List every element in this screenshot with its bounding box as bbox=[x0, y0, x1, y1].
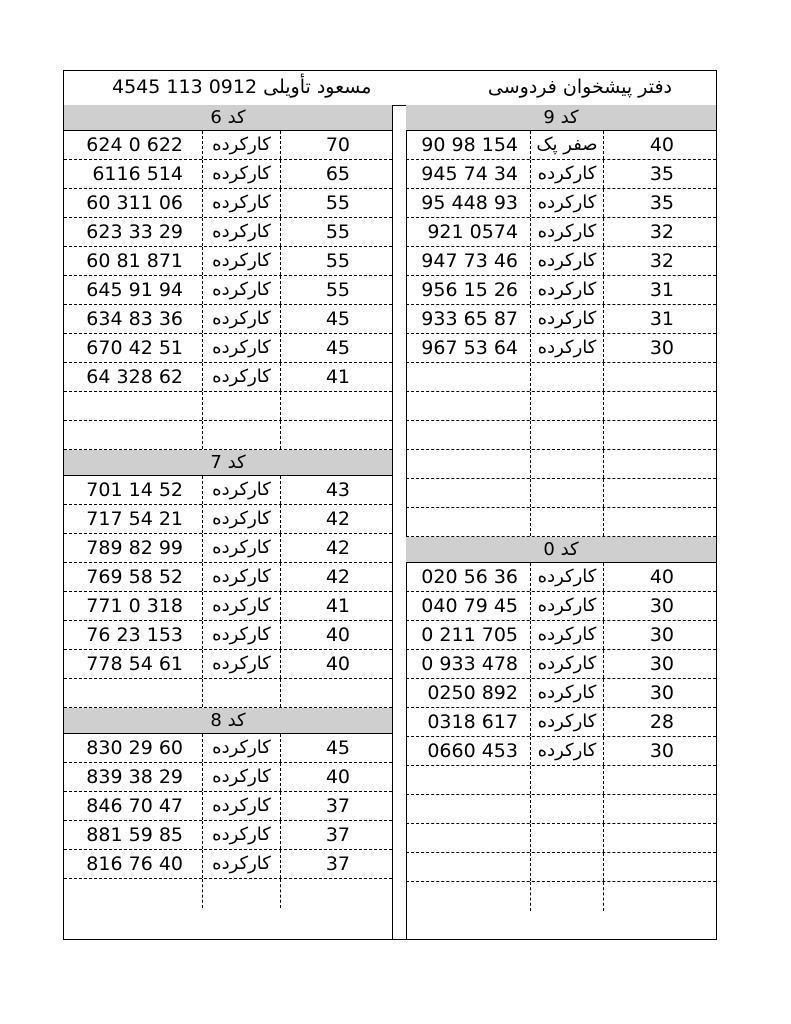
table-row bbox=[64, 763, 392, 792]
table-row bbox=[406, 305, 716, 334]
phone-number: 956 15 26 bbox=[406, 276, 531, 304]
phone-number: 95 448 93 bbox=[406, 189, 531, 217]
price: 40 bbox=[649, 133, 674, 156]
price: 40 bbox=[649, 565, 674, 588]
sim-status: کارکرده bbox=[203, 247, 281, 275]
phone-number: 947 73 46 bbox=[406, 247, 531, 275]
right-column bbox=[406, 105, 716, 911]
price: 41 bbox=[325, 365, 350, 388]
table-row bbox=[406, 218, 716, 247]
sim-status: کارکرده bbox=[203, 650, 281, 678]
section-title: کد 0 bbox=[406, 537, 716, 563]
sim-status bbox=[531, 479, 604, 507]
price: 40 bbox=[325, 652, 350, 675]
price: 30 bbox=[649, 652, 674, 675]
price bbox=[604, 853, 716, 881]
table-row bbox=[406, 679, 716, 708]
phone-number bbox=[406, 392, 531, 420]
price bbox=[281, 392, 392, 420]
price: 41 bbox=[325, 594, 350, 617]
sim-status: کارکرده bbox=[531, 160, 604, 188]
column-divider-left bbox=[392, 105, 393, 939]
price: 37 bbox=[325, 794, 350, 817]
section-title: کد 6 bbox=[64, 105, 392, 131]
price: 45 bbox=[325, 336, 350, 359]
table-row bbox=[406, 450, 716, 479]
price: 30 bbox=[649, 681, 674, 704]
price: 40 bbox=[325, 765, 350, 788]
sim-status: کارکرده bbox=[203, 334, 281, 362]
price: 35 bbox=[649, 162, 674, 185]
phone-number bbox=[406, 479, 531, 507]
table-row bbox=[406, 766, 716, 795]
sim-status bbox=[203, 421, 281, 449]
sim-status: کارکرده bbox=[203, 592, 281, 620]
table-row bbox=[64, 218, 392, 247]
table-row bbox=[406, 592, 716, 621]
phone-number: 769 58 52 bbox=[64, 563, 203, 591]
table-row bbox=[406, 421, 716, 450]
sim-status: کارکرده bbox=[531, 679, 604, 707]
phone-number: 0660 453 bbox=[406, 737, 531, 765]
phone-number: 0250 892 bbox=[406, 679, 531, 707]
phone-number: 0 933 478 bbox=[406, 650, 531, 678]
table-row bbox=[406, 650, 716, 679]
section-title: کد 8 bbox=[64, 708, 392, 734]
price: 45 bbox=[325, 307, 350, 330]
sim-status: کارکرده bbox=[203, 131, 281, 159]
sim-status bbox=[531, 853, 604, 881]
price: 55 bbox=[325, 278, 350, 301]
phone-number: 945 74 34 bbox=[406, 160, 531, 188]
sim-status: کارکرده bbox=[203, 218, 281, 246]
table-row bbox=[406, 882, 716, 911]
seller-name-phone: مسعود تأویلی 0912 113 4545 bbox=[112, 76, 372, 98]
left-column bbox=[64, 105, 392, 908]
price: 30 bbox=[649, 336, 674, 359]
phone-number: 040 79 45 bbox=[406, 592, 531, 620]
sim-status: کارکرده bbox=[203, 792, 281, 820]
table-row bbox=[406, 363, 716, 392]
phone-number: 623 33 29 bbox=[64, 218, 203, 246]
table-row bbox=[64, 850, 392, 879]
price bbox=[604, 479, 716, 507]
phone-number bbox=[406, 766, 531, 794]
price: 37 bbox=[325, 852, 350, 875]
table-row bbox=[406, 853, 716, 882]
phone-number: 717 54 21 bbox=[64, 505, 203, 533]
sim-status: کارکرده bbox=[531, 737, 604, 765]
phone-number bbox=[406, 508, 531, 536]
phone-number: 0318 617 bbox=[406, 708, 531, 736]
phone-number: 90 98 154 bbox=[406, 131, 531, 159]
sim-status bbox=[531, 882, 604, 911]
price: 43 bbox=[325, 478, 350, 501]
table-row bbox=[64, 592, 392, 621]
phone-number: 967 53 64 bbox=[406, 334, 531, 362]
phone-number: 881 59 85 bbox=[64, 821, 203, 849]
phone-number: 670 42 51 bbox=[64, 334, 203, 362]
table-row bbox=[64, 160, 392, 189]
table-row bbox=[406, 737, 716, 766]
table-row bbox=[406, 334, 716, 363]
table-row bbox=[64, 189, 392, 218]
section-title: کد 9 bbox=[406, 105, 716, 131]
price: 42 bbox=[325, 536, 350, 559]
phone-number: 921 0574 bbox=[406, 218, 531, 246]
table-row bbox=[64, 679, 392, 708]
price bbox=[604, 363, 716, 391]
table-row bbox=[406, 131, 716, 160]
sim-status: کارکرده bbox=[203, 160, 281, 188]
phone-number: 0 211 705 bbox=[406, 621, 531, 649]
phone-number: 634 83 36 bbox=[64, 305, 203, 333]
sim-status bbox=[531, 421, 604, 449]
phone-number: 6116 514 bbox=[64, 160, 203, 188]
table-row bbox=[406, 795, 716, 824]
price: 31 bbox=[649, 307, 674, 330]
sim-status: کارکرده bbox=[531, 621, 604, 649]
sim-status: کارکرده bbox=[203, 821, 281, 849]
phone-number: 701 14 52 bbox=[64, 476, 203, 504]
price bbox=[604, 766, 716, 794]
price bbox=[604, 508, 716, 536]
sim-status: کارکرده bbox=[531, 592, 604, 620]
table-row bbox=[64, 363, 392, 392]
sim-status: کارکرده bbox=[203, 363, 281, 391]
phone-number: 816 76 40 bbox=[64, 850, 203, 878]
phone-number bbox=[64, 421, 203, 449]
table-row bbox=[64, 650, 392, 679]
sim-status: کارکرده bbox=[203, 476, 281, 504]
price bbox=[604, 795, 716, 823]
phone-number: 60 311 06 bbox=[64, 189, 203, 217]
sim-status: صفر پک bbox=[531, 131, 604, 159]
phone-number: 778 54 61 bbox=[64, 650, 203, 678]
phone-number: 645 91 94 bbox=[64, 276, 203, 304]
price bbox=[604, 421, 716, 449]
office-name: دفتر پیشخوان فردوسی bbox=[487, 76, 672, 98]
sim-status: کارکرده bbox=[531, 334, 604, 362]
phone-number bbox=[406, 363, 531, 391]
page-header bbox=[64, 71, 716, 106]
price: 70 bbox=[325, 133, 350, 156]
table-row bbox=[406, 189, 716, 218]
sim-status bbox=[531, 824, 604, 852]
sim-status bbox=[531, 392, 604, 420]
phone-number: 020 56 36 bbox=[406, 563, 531, 591]
table-row bbox=[64, 276, 392, 305]
phone-number bbox=[406, 882, 531, 911]
price: 30 bbox=[649, 594, 674, 617]
sim-status bbox=[203, 879, 281, 908]
sim-status bbox=[531, 766, 604, 794]
table-row bbox=[64, 734, 392, 763]
phone-number: 839 38 29 bbox=[64, 763, 203, 791]
sim-status: کارکرده bbox=[203, 276, 281, 304]
table-row bbox=[64, 131, 392, 160]
table-row bbox=[406, 276, 716, 305]
phone-number bbox=[406, 795, 531, 823]
price: 45 bbox=[325, 736, 350, 759]
price: 32 bbox=[649, 249, 674, 272]
price: 35 bbox=[649, 191, 674, 214]
sim-status: کارکرده bbox=[203, 763, 281, 791]
phone-number: 771 0 318 bbox=[64, 592, 203, 620]
price bbox=[604, 450, 716, 478]
table-row bbox=[64, 879, 392, 908]
price: 37 bbox=[325, 823, 350, 846]
table-row bbox=[406, 392, 716, 421]
table-row bbox=[406, 621, 716, 650]
sim-status bbox=[203, 679, 281, 707]
price: 55 bbox=[325, 191, 350, 214]
sim-status bbox=[531, 795, 604, 823]
price: 28 bbox=[649, 710, 674, 733]
phone-number: 60 81 871 bbox=[64, 247, 203, 275]
table-row bbox=[64, 334, 392, 363]
price bbox=[281, 679, 392, 707]
phone-number: 933 65 87 bbox=[406, 305, 531, 333]
table-row bbox=[64, 421, 392, 450]
sim-status: کارکرده bbox=[203, 505, 281, 533]
phone-number bbox=[406, 824, 531, 852]
phone-number: 64 328 62 bbox=[64, 363, 203, 391]
sim-status: کارکرده bbox=[531, 563, 604, 591]
table-row bbox=[64, 792, 392, 821]
sim-status: کارکرده bbox=[531, 189, 604, 217]
price: 55 bbox=[325, 220, 350, 243]
phone-number: 76 23 153 bbox=[64, 621, 203, 649]
table-row bbox=[64, 476, 392, 505]
sim-status: کارکرده bbox=[531, 218, 604, 246]
price: 30 bbox=[649, 623, 674, 646]
phone-number bbox=[406, 853, 531, 881]
section-title: کد 7 bbox=[64, 450, 392, 476]
sim-status: کارکرده bbox=[531, 276, 604, 304]
table-row bbox=[64, 305, 392, 334]
price bbox=[604, 882, 716, 911]
table-row bbox=[64, 563, 392, 592]
sim-status: کارکرده bbox=[531, 708, 604, 736]
table-row bbox=[406, 824, 716, 853]
sim-status: کارکرده bbox=[203, 563, 281, 591]
price bbox=[604, 392, 716, 420]
price bbox=[281, 421, 392, 449]
sim-status: کارکرده bbox=[531, 650, 604, 678]
price: 55 bbox=[325, 249, 350, 272]
price: 31 bbox=[649, 278, 674, 301]
table-row bbox=[406, 508, 716, 537]
price bbox=[281, 879, 392, 908]
price bbox=[604, 824, 716, 852]
sim-status: کارکرده bbox=[203, 534, 281, 562]
table-row bbox=[406, 479, 716, 508]
sim-status bbox=[203, 392, 281, 420]
sim-status: کارکرده bbox=[203, 305, 281, 333]
price: 65 bbox=[325, 162, 350, 185]
sim-status bbox=[531, 450, 604, 478]
table-row bbox=[406, 563, 716, 592]
price: 40 bbox=[325, 623, 350, 646]
phone-number bbox=[64, 392, 203, 420]
phone-number bbox=[64, 879, 203, 908]
sim-status: کارکرده bbox=[203, 734, 281, 762]
table-row bbox=[406, 708, 716, 737]
sim-status: کارکرده bbox=[531, 305, 604, 333]
sim-status: کارکرده bbox=[203, 189, 281, 217]
sim-status: کارکرده bbox=[531, 247, 604, 275]
phone-number: 846 70 47 bbox=[64, 792, 203, 820]
table-row bbox=[406, 247, 716, 276]
phone-number: 830 29 60 bbox=[64, 734, 203, 762]
table-row bbox=[406, 160, 716, 189]
phone-number: 789 82 99 bbox=[64, 534, 203, 562]
table-row bbox=[64, 392, 392, 421]
table-row bbox=[64, 821, 392, 850]
table-row bbox=[64, 534, 392, 563]
phone-number: 624 0 622 bbox=[64, 131, 203, 159]
table-row bbox=[64, 505, 392, 534]
sim-status: کارکرده bbox=[203, 621, 281, 649]
sim-status: کارکرده bbox=[203, 850, 281, 878]
price: 32 bbox=[649, 220, 674, 243]
price: 30 bbox=[649, 739, 674, 762]
price: 42 bbox=[325, 507, 350, 530]
phone-number bbox=[406, 421, 531, 449]
table-row bbox=[64, 621, 392, 650]
phone-number bbox=[64, 679, 203, 707]
sim-status bbox=[531, 363, 604, 391]
sim-status bbox=[531, 508, 604, 536]
table-row bbox=[64, 247, 392, 276]
price: 42 bbox=[325, 565, 350, 588]
phone-number bbox=[406, 450, 531, 478]
